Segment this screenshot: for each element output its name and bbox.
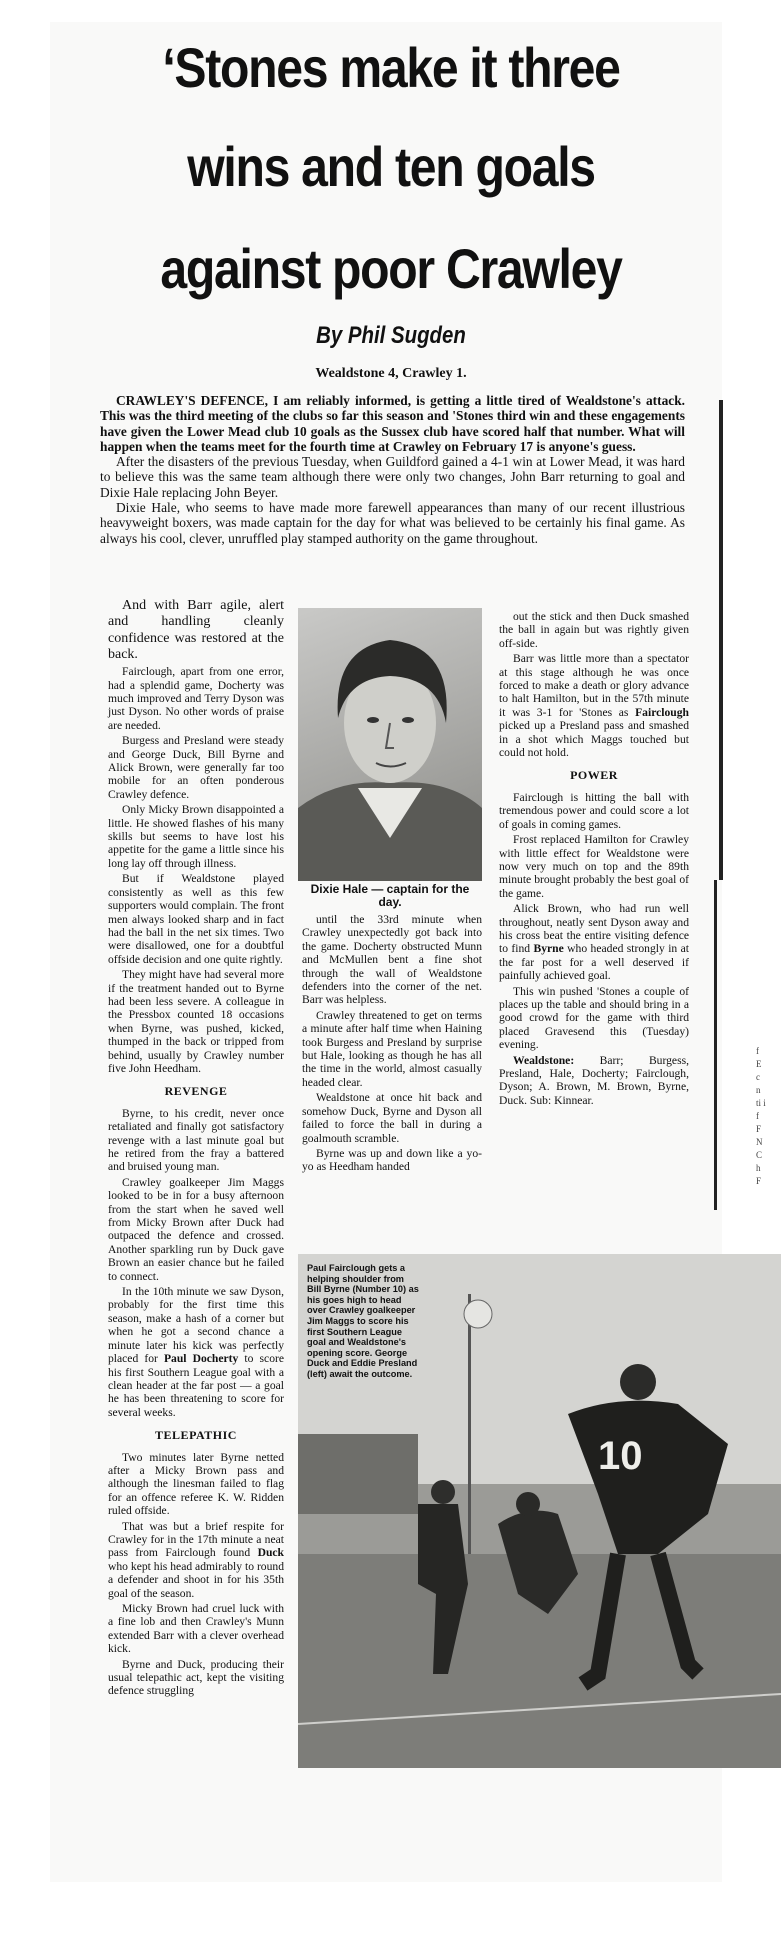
portrait-photo xyxy=(298,608,482,881)
paragraph: Only Micky Brown disappointed a little. He showed flashes of his many skills but seems to have lost his appetite for the game a little since his long lay off through illness. xyxy=(108,803,284,870)
player-name: Fairclough xyxy=(635,705,689,719)
paragraph: Fairclough, apart from one error, had a splendid game, Docherty was much improved and Terry Dyson was just Dyson. No other words of praise are needed. xyxy=(108,665,284,732)
text: to score his first Southern League goal with a clean header at the far post — a goal he has been threatening to score for several weeks. xyxy=(108,1352,284,1419)
portrait-illustration xyxy=(298,608,482,881)
text: Barr was little more than a spectator at this stage although he was once forced to make a death or glory advance to halt Hamilton, but in the 57th minute it was 3-1 for 'Stones as xyxy=(499,652,689,719)
shirt-number: 10 xyxy=(598,1434,643,1478)
intro-paragraph: Dixie Hale, who seems to have made more farewell appearances than many of our recent illustrious heavyweight boxers, was made captain for the day for what was believed to be certainly his final game. As always his cool, clever, unruffled play stamped authority on the game throughout. xyxy=(100,500,685,546)
paragraph: Wealdstone at once hit back and somehow Duck, Byrne and Dyson all failed to force the ball in during a goalmouth scramble. xyxy=(302,1091,482,1145)
article-column-2 xyxy=(302,913,482,1176)
paragraph: And with Barr agile, alert and handling cleanly confidence was restored at the back. xyxy=(108,598,284,662)
paragraph: Crawley goalkeeper Jim Maggs looked to be in for a busy afternoon from the start when he saved well from Micky Brown after Duck had outpaced the defence and crossed. Another sparkling run by Duck gave Brown an easier chance but he failed to connect. xyxy=(108,1175,284,1283)
team-label: Wealdstone: xyxy=(513,1053,575,1067)
player-name: Paul Docherty xyxy=(163,1352,239,1366)
intro-paragraphs xyxy=(100,393,685,546)
paragraph: Crawley threatened to get on terms a minute after half time when Haining took Burgess and Presland by surprise but Hale, looking as though he has all the time in the world, almost casually headed clear. xyxy=(302,1008,482,1089)
column-rule xyxy=(714,880,717,1210)
portrait-caption: Dixie Hale — captain for the day. xyxy=(310,882,470,909)
paragraph: They might have had several more if the treatment handed out to Byrne had been less severe. A colleague in the Pressbox counted 18 occasions when Byrne, was pushed, kicked, thumped in the back or tripped from behind, usually by Crawley number five John Heedham. xyxy=(108,968,284,1075)
paragraph: until the 33rd minute when Crawley unexpectedly got back into the game. Docherty obstructed Munn and McMullen bent a fine shot through the wall of Wealdstone defenders into the corner of the net. Barr was helpless. xyxy=(302,913,482,1007)
text: who headed strongly in at the far post for a well deserved if painfully achieved goal. xyxy=(499,942,689,983)
headline-line-3: against poor Crawley xyxy=(160,237,622,300)
subheading-revenge: REVENGE xyxy=(164,1084,228,1099)
text: Alick Brown, who had run well throughout, neatly sent Dyson away and his cross beat the entire visiting defence to find xyxy=(499,902,689,956)
paragraph xyxy=(499,652,689,759)
team-list: Barr; Burgess, Presland, Hale, Docherty; Fairclough, Dyson; A. Brown, M. Brown, Byrne, Duck. Sub: Kinnear. xyxy=(499,1053,689,1107)
paragraph: But if Wealdstone played consistently as well as this few supporters would complain. The front men always looked sharp and in fact had the ball in the net six times. Two were disallowed, one for a doubtful offside decision and one quite rightly. xyxy=(108,872,284,966)
headline-line-2: wins and ten goals xyxy=(187,135,595,198)
intro-paragraph: After the disasters of the previous Tuesday, when Guildford gained a 4-1 win at Lower Mead, it was hard to believe this was the same team although there were only two changes, John Barr returning to goal and Dixie Hale replacing John Beyer. xyxy=(100,454,685,500)
headline-line-1: ‘Stones make it three xyxy=(162,36,620,99)
paragraph xyxy=(108,1285,284,1419)
paragraph: Byrne, to his credit, never once retaliated and finally got satisfactory revenge with a last minute goal but he retired from the fray a battered and bruised young man. xyxy=(108,1106,284,1174)
paragraph: Fairclough is hitting the ball with tremendous power and could score a lot of goals in coming games. xyxy=(499,790,689,831)
text: who kept his head admirably to round a defender and shoot in for his 35th goal of the season. xyxy=(108,1559,284,1600)
adjacent-column-fragment: f E c n ti i f F N C h F xyxy=(756,1046,766,1186)
text: That was but a brief respite for Crawley for in the 17th minute a neat pass from Fairclough found xyxy=(108,1519,284,1560)
paragraph: out the stick and then Duck smashed the ball in again but was rightly given off-side. xyxy=(499,610,689,650)
player-name: Byrne xyxy=(533,942,564,956)
paragraph: Two minutes later Byrne netted after a Micky Brown pass and although the linesman failed to flag for an offence referee K. W. Ridden ruled offside. xyxy=(108,1450,284,1518)
subheading-power: POWER xyxy=(570,768,618,783)
byline: By Phil Sugden xyxy=(316,322,466,349)
match-photo-caption: Paul Fairclough gets a helping shoulder from Bill Byrne (Number 10) as his goes high to head over Crawley goalkeeper Jim Maggs to score his first Southern League goal and Wealdstone's opening score. George Duck and Eddie Presland (left) await the outcome. xyxy=(307,1263,419,1379)
article-column-3 xyxy=(499,610,689,1109)
paragraph: This win pushed 'Stones a couple of places up the table and should bring in a good crowd for the game with third placed Gravesend this (Tuesday) evening. xyxy=(499,984,689,1052)
paragraph: Byrne was up and down like a yo-yo as Heedham handed xyxy=(302,1146,482,1174)
team-lineup xyxy=(499,1054,689,1108)
scoreline: Wealdstone 4, Crawley 1. xyxy=(315,366,467,381)
intro-lead: CRAWLEY'S DEFENCE, I am reliably informed, is getting a little tired of Wealdstone's attack. This was the third meeting of the clubs so far this season and 'Stones third win and these engagements have given the Lower Mead club 10 goals as the Sussex club have scored half that number. What will happen when the teams meet for the fourth time at Crawley on February 17 is anyone's guess. xyxy=(100,393,685,454)
paragraph: Byrne and Duck, producing their usual telepathic act, kept the visiting defence struggling xyxy=(108,1657,284,1698)
article-column-1 xyxy=(108,598,284,1700)
paragraph: Micky Brown had cruel luck with a fine lob and then Crawley's Munn extended Barr with a clever overhead kick. xyxy=(108,1602,284,1656)
player-name: Duck xyxy=(257,1546,284,1560)
subheading-telepathic: TELEPATHIC xyxy=(155,1428,237,1443)
paragraph xyxy=(499,902,689,982)
paragraph: Burgess and Presland were steady and George Duck, Bill Byrne and Alick Brown, were generally far too mobile for an often ponderous Crawley defence. xyxy=(108,734,284,801)
text: picked up a Presland pass and smashed in a shot which Maggs touched but could not hold. xyxy=(499,719,689,760)
column-rule xyxy=(719,400,723,880)
paragraph xyxy=(108,1520,284,1600)
paragraph: Frost replaced Hamilton for Crawley with little effect for Wealdstone were now very much on top and the 89th minute brought probably the best goal of the game. xyxy=(499,833,689,900)
text: In the 10th minute we saw Dyson, probably for the first time this season, make a hash of a corner but when he got a second chance a minute later his kick was perfectly placed for xyxy=(108,1285,284,1366)
